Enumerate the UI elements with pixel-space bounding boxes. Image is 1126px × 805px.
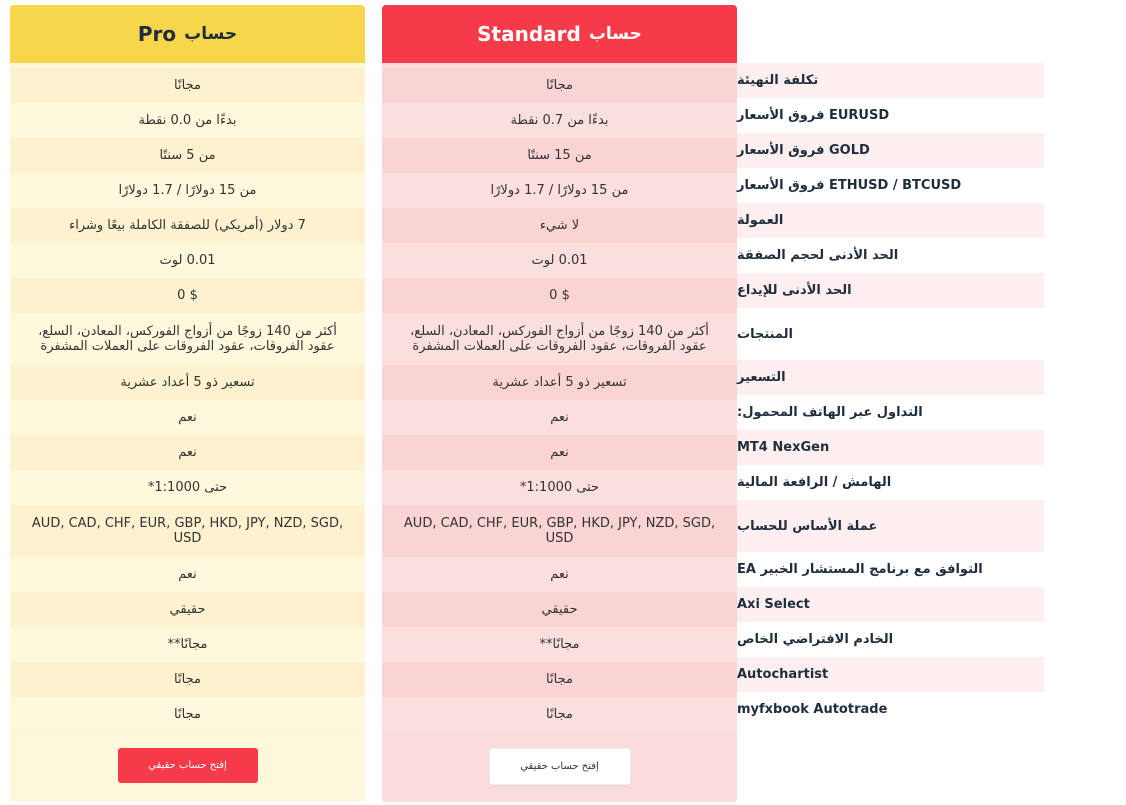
- feature-min-deposit: الحد الأدنى للإيداع: [737, 273, 1044, 308]
- standard-value-leverage: حتى 1:1000*: [382, 470, 737, 505]
- pro-value-autochartist: مجانًا: [10, 662, 365, 697]
- pro-value-base-currency: AUD, CAD, CHF, EUR, GBP, HKD, JPY, NZD, SGD, USD: [10, 505, 365, 557]
- standard-value-autochartist: مجانًا: [382, 662, 737, 697]
- standard-value-products: أكثر من 140 زوجًا من أزواج الفوركس، المعادن، السلع، عقود الفروقات، عقود الفروقات على العملات المشفرة: [382, 313, 737, 365]
- feature-leverage: الهامش / الرافعة المالية: [737, 465, 1044, 500]
- standard-open-live-account-button[interactable]: إفتح حساب حقيقي: [489, 748, 631, 785]
- feature-crypto-spread: ETHUSD / BTCUSD فروق الأسعار: [737, 168, 1044, 203]
- pro-value-ea: نعم: [10, 557, 365, 592]
- pro-values: [10, 68, 365, 732]
- pro-value-vps: مجانًا**: [10, 627, 365, 662]
- standard-value-pricing: تسعير ذو 5 أعداد عشرية: [382, 365, 737, 400]
- pro-value-pricing: تسعير ذو 5 أعداد عشرية: [10, 365, 365, 400]
- standard-value-min-deposit: $ 0: [382, 278, 737, 313]
- standard-value-setup-cost: مجانًا: [382, 68, 737, 103]
- standard-value-mobile-trading: نعم: [382, 400, 737, 435]
- pro-value-products: أكثر من 140 زوجًا من أزواج الفوركس، المعادن، السلع، عقود الفروقات، عقود الفروقات على العملات المشفرة: [10, 313, 365, 365]
- standard-value-mt4-nexgen: نعم: [382, 435, 737, 470]
- standard-value-ea: نعم: [382, 557, 737, 592]
- pro-account-header: [10, 5, 365, 63]
- standard-account-column: [382, 5, 737, 802]
- pro-value-mt4-nexgen: نعم: [10, 435, 365, 470]
- feature-autochartist: Autochartist: [737, 657, 1044, 692]
- standard-account-header: [382, 5, 737, 63]
- standard-value-vps: مجانًا**: [382, 627, 737, 662]
- standard-value-axi-select: حقيقي: [382, 592, 737, 627]
- pro-header-plan: Pro: [137, 22, 177, 46]
- pro-value-myfxbook: مجانًا: [10, 697, 365, 732]
- pro-value-crypto-spread: من 15 دولارًا / 1.7 دولارًا: [10, 173, 365, 208]
- feature-setup-cost: تكلفة التهيئة: [737, 63, 1044, 98]
- pro-value-commission: 7 دولار (أمريكي) للصفقة الكاملة بيعًا وشراء: [10, 208, 365, 243]
- pro-value-mobile-trading: نعم: [10, 400, 365, 435]
- pro-value-axi-select: حقيقي: [10, 592, 365, 627]
- pro-value-eurusd-spread: بدءًا من 0.0 نقطة: [10, 103, 365, 138]
- pro-account-column: [10, 5, 365, 802]
- pro-value-min-trade: 0.01 لوت: [10, 243, 365, 278]
- pro-value-gold-spread: من 5 سنتًا: [10, 138, 365, 173]
- pro-value-setup-cost: مجانًا: [10, 68, 365, 103]
- standard-header-word: حساب: [588, 24, 642, 44]
- feature-ea: التوافق مع برنامج المستشار الخبير EA: [737, 552, 1044, 587]
- feature-mt4-nexgen: MT4 NexGen: [737, 430, 1044, 465]
- feature-min-trade: الحد الأدنى لحجم الصفقة: [737, 238, 1044, 273]
- feature-pricing: التسعير: [737, 360, 1044, 395]
- standard-value-gold-spread: من 15 سنتًا: [382, 138, 737, 173]
- feature-eurusd-spread: EURUSD فروق الأسعار: [737, 98, 1044, 133]
- feature-vps: الخادم الافتراضي الخاص: [737, 622, 1044, 657]
- standard-value-crypto-spread: من 15 دولارًا / 1.7 دولارًا: [382, 173, 737, 208]
- feature-myfxbook: myfxbook Autotrade: [737, 692, 1044, 727]
- feature-mobile-trading: التداول عبر الهاتف المحمول:: [737, 395, 1044, 430]
- feature-commission: العمولة: [737, 203, 1044, 238]
- pro-open-live-account-button[interactable]: إفتح حساب حقيقي: [118, 748, 258, 783]
- standard-value-min-trade: 0.01 لوت: [382, 243, 737, 278]
- standard-values: [382, 68, 737, 732]
- standard-value-base-currency: AUD, CAD, CHF, EUR, GBP, HKD, JPY, NZD, SGD, USD: [382, 505, 737, 557]
- pro-header-word: حساب: [184, 24, 238, 44]
- pro-value-leverage: حتى 1:1000*: [10, 470, 365, 505]
- standard-value-eurusd-spread: بدءًا من 0.7 نقطة: [382, 103, 737, 138]
- feature-products: المنتجات: [737, 308, 1044, 360]
- feature-gold-spread: GOLD فروق الأسعار: [737, 133, 1044, 168]
- feature-axi-select: Axi Select: [737, 587, 1044, 622]
- standard-header-plan: Standard: [477, 22, 581, 46]
- feature-base-currency: عملة الأساس للحساب: [737, 500, 1044, 552]
- standard-value-myfxbook: مجانًا: [382, 697, 737, 732]
- pro-value-min-deposit: $ 0: [10, 278, 365, 313]
- standard-value-commission: لا شيء: [382, 208, 737, 243]
- feature-labels: [737, 63, 1044, 727]
